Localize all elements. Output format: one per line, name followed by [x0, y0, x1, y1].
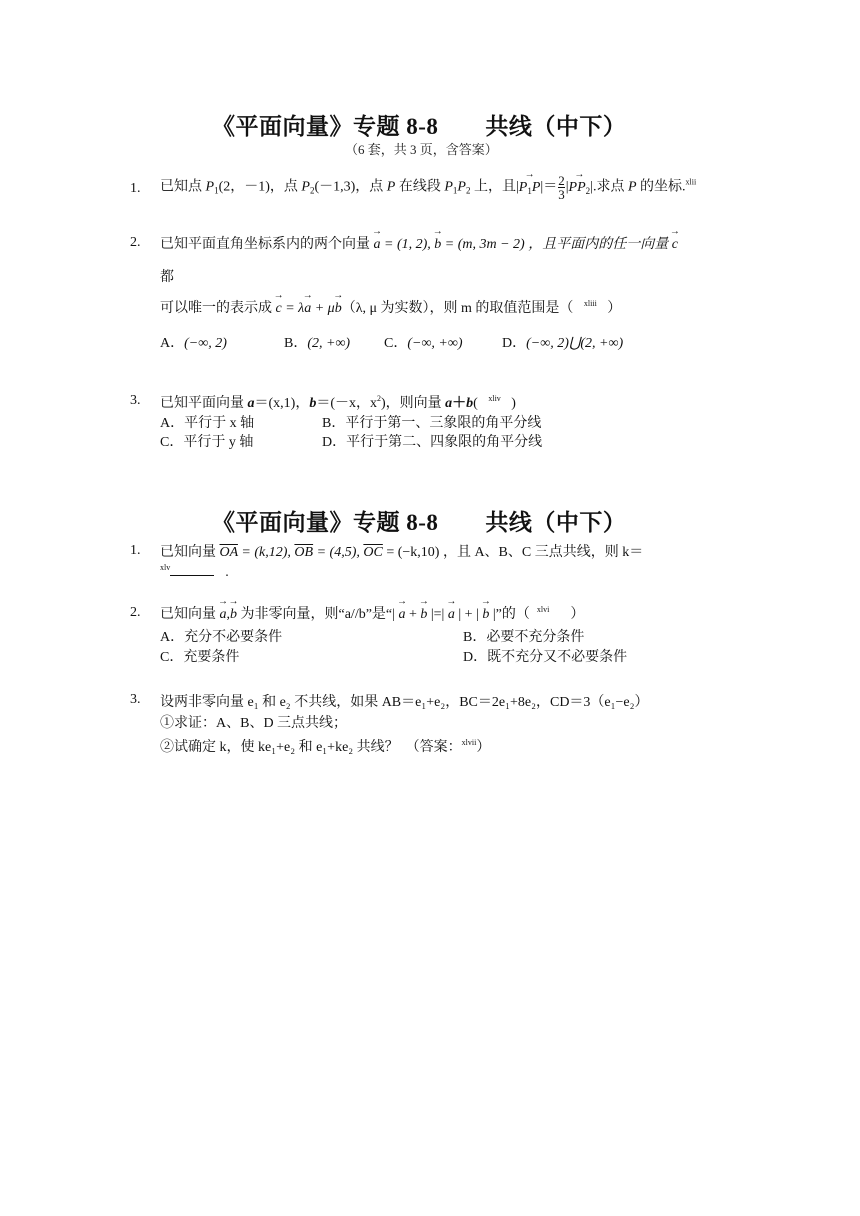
q1-fraction: $\frac{2}{3}$: [558, 173, 565, 202]
s2-q3-ref: xlvii: [461, 738, 477, 747]
s2-q2-option-d: D．既不充分又不必要条件: [463, 650, 628, 665]
s2-q1-text: 已知向量 $\overline{OA} = (k,12)$, $\overline{OB} = (4,5)$, $\overline{OC} = (-k,10)$ ，且 A、B、C 三点共线，则 k＝: [160, 545, 644, 560]
s2-q2-option-c: C．充要条件: [160, 650, 240, 665]
s2-q2-option-b: B．必要不充分条件: [463, 630, 585, 645]
q2-option-c: C．(−∞, +∞): [384, 336, 463, 351]
q3-option-b: B．平行于第一、三象限的角平分线: [322, 416, 542, 431]
s2-q3-line1: 设两非零向量 e₁ 和 e₂ 不共线，如果 AB＝e₁+e₂，BC＝2e₁+8e₂，CD＝3（e₁−e₂）: [160, 695, 649, 710]
s2-q1-ref: xlv: [160, 563, 171, 572]
q3-text: 已知平面向量 a＝(x,1)，b＝(－x，$x^2$)，则向量 a＋b( $^{xliv}$ ): [160, 394, 516, 411]
s2-q2-number: 2.: [130, 605, 141, 620]
q2-ref: xliii: [583, 299, 597, 308]
s2-q2-text: 已知向量 → a,→ b 为非零向量，则“a//b”是“| → a + → b |=| → a | + | → b |”的（ $^{xlvi}$ ）: [160, 603, 584, 623]
q3-number: 3.: [130, 393, 141, 408]
section1-subtitle: （6 套，共 3 页，含答案）: [345, 142, 498, 157]
q2-option-b: B．(2, +∞): [284, 336, 351, 351]
s2-q3-line3: ②试确定 k，使 ke₁+e₂ 和 e₁+ke₂ 共线？ （答案：$^{xlvii}$）: [160, 738, 491, 755]
q2-line2: 都: [160, 270, 174, 285]
q2-option-a: A．(−∞, 2): [160, 336, 227, 351]
section1-title: 《平面向量》专题 8-8 共线（中下）: [212, 114, 627, 139]
s2-q1-answer-blank: $^{xlv}$ .: [160, 563, 229, 580]
q1-number: 1.: [130, 181, 141, 196]
q3-option-c: C．平行于 y 轴: [160, 435, 254, 450]
q2-line1: 已知平面直角坐标系内的两个向量 → a = (1, 2), → b = (m, 3m − 2) ，且平面内的任一向量 → c: [160, 233, 678, 253]
s2-q3-number: 3.: [130, 692, 141, 707]
s2-q2-option-a: A．充分不必要条件: [160, 630, 283, 645]
q3-option-a: A．平行于 x 轴: [160, 416, 255, 431]
q2-line3: 可以唯一的表示成 → c = λ→ a + μ→ b（λ, μ 为实数），则 m 的取值范围是（ $^{xliii}$ ）: [160, 297, 621, 317]
q2-number: 2.: [130, 235, 141, 250]
q1-text: 已知点 $P_1(2$，－1)，点 $P_2(-1,3)$，点 P 在线段 $P_1P_2$ 上，且|→ $P_1P|=$ $\frac{2}{3}$ |→ $PP_2|$.求点 P 的坐标.$^{xlii}$: [160, 174, 696, 201]
s2-q3-line2: ①求证：A、B、D 三点共线；: [160, 716, 348, 731]
q1-ref: xlii: [685, 177, 697, 187]
q3-option-d: D．平行于第二、四象限的角平分线: [322, 435, 543, 450]
q2-option-d: D．(−∞, 2)⋃(2, +∞): [502, 336, 624, 351]
section2-title: 《平面向量》专题 8-8 共线（中下）: [212, 510, 627, 535]
s2-q2-ref: xlvi: [536, 605, 550, 614]
q3-ref: xliv: [488, 394, 501, 403]
s2-q1-number: 1.: [130, 543, 141, 558]
